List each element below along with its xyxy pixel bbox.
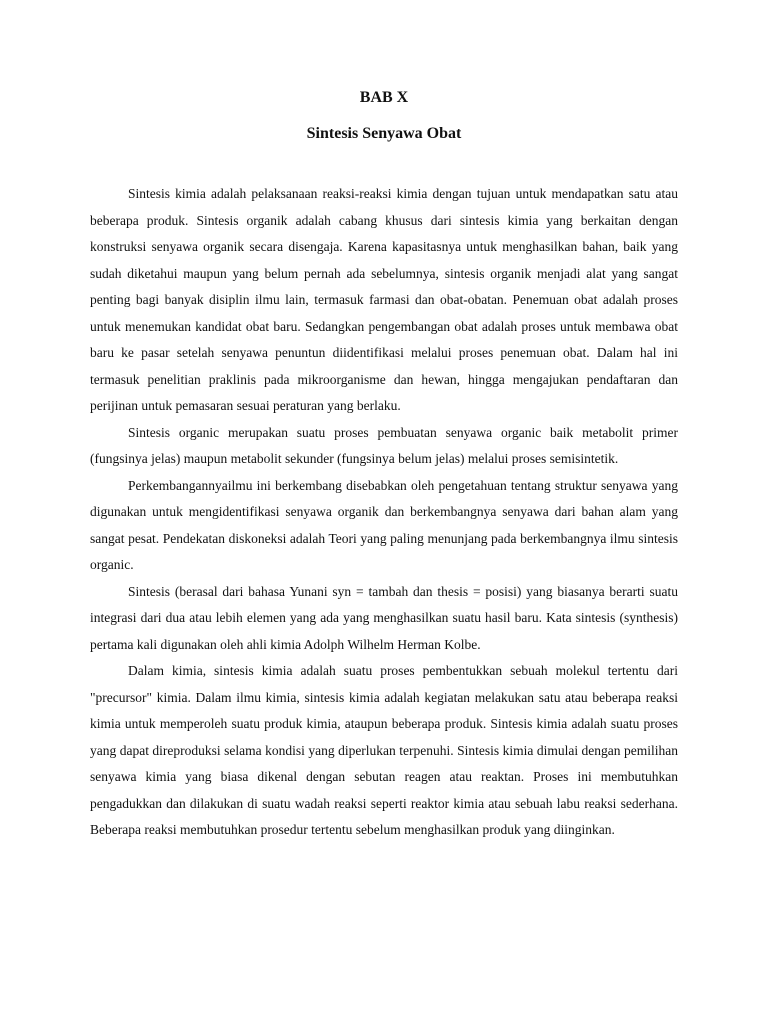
document-body	[90, 181, 678, 844]
chapter-label: BAB X	[359, 89, 409, 106]
paragraph: Dalam kimia, sintesis kimia adalah suatu proses pembentukkan sebuah molekul tertentu dari "precursor" kimia. Dalam ilmu kimia, sintesis kimia adalah kegiatan melakukan satu atau beberapa reaksi kimia untuk memperoleh suatu produk kimia, ataupun beberapa produk. Sintesis kimia adalah suatu proses yang dapat direproduksi selama kondisi yang diperlukan terpenuhi. Sintesis kimia dimulai dengan pemilihan senyawa kimia yang biasa dikenal dengan sebutan reagen atau reaktan. Proses ini membutuhkan pengadukkan dan dilakukan di suatu wadah reaksi seperti reaktor kimia atau sebuah labu reaksi sederhana. Beberapa reaksi membutuhkan prosedur tertentu sebelum menghasilkan produk yang diinginkan.	[90, 663, 678, 837]
paragraph: Sintesis organic merupakan suatu proses pembuatan senyawa organic baik metabolit primer (fungsinya jelas) maupun metabolit sekunder (fungsinya belum jelas) melalui proses semisintetik.	[90, 424, 678, 466]
paragraph: Sintesis kimia adalah pelaksanaan reaksi-reaksi kimia dengan tujuan untuk mendapatkan satu atau beberapa produk. Sintesis organik adalah cabang khusus dari sintesis kimia yang berkaitan dengan konstruksi senyawa organik secara disengaja. Karena kapasitasnya untuk menghasilkan bahan, baik yang sudah diketahui maupun yang belum pernah ada sebelumnya, sintesis organik menjadi alat yang sangat penting bagi banyak disiplin ilmu lain, termasuk farmasi dan obat-obatan. Penemuan obat adalah proses untuk menemukan kandidat obat baru. Sedangkan pengembangan obat adalah proses untuk membawa obat baru ke pasar setelah senyawa penuntun diidentifikasi melalui proses penemuan obat. Dalam hal ini termasuk penelitian praklinis pada mikroorganisme dan hewan, hingga mengajukan pendaftaran dan perijinan untuk pemasaran sesuai peraturan yang berlaku.	[90, 186, 678, 413]
paragraph: Perkembangannyailmu ini berkembang disebabkan oleh pengetahuan tentang struktur senyawa yang digunakan untuk mengidentifikasi senyawa organik dan berkembangnya senyawa dari bahan alam yang sangat pesat. Pendekatan diskoneksi adalah Teori yang paling menunjang pada berkembangnya ilmu sintesis organic.	[90, 477, 678, 572]
chapter-title: Sintesis Senyawa Obat	[306, 125, 462, 142]
paragraph: Sintesis (berasal dari bahasa Yunani syn = tambah dan thesis = posisi) yang biasanya berarti suatu integrasi dari dua atau lebih elemen yang ada yang menghasilkan suatu hasil baru. Kata sintesis (synthesis) pertama kali digunakan oleh ahli kimia Adolph Wilhelm Herman Kolbe.	[90, 583, 678, 652]
